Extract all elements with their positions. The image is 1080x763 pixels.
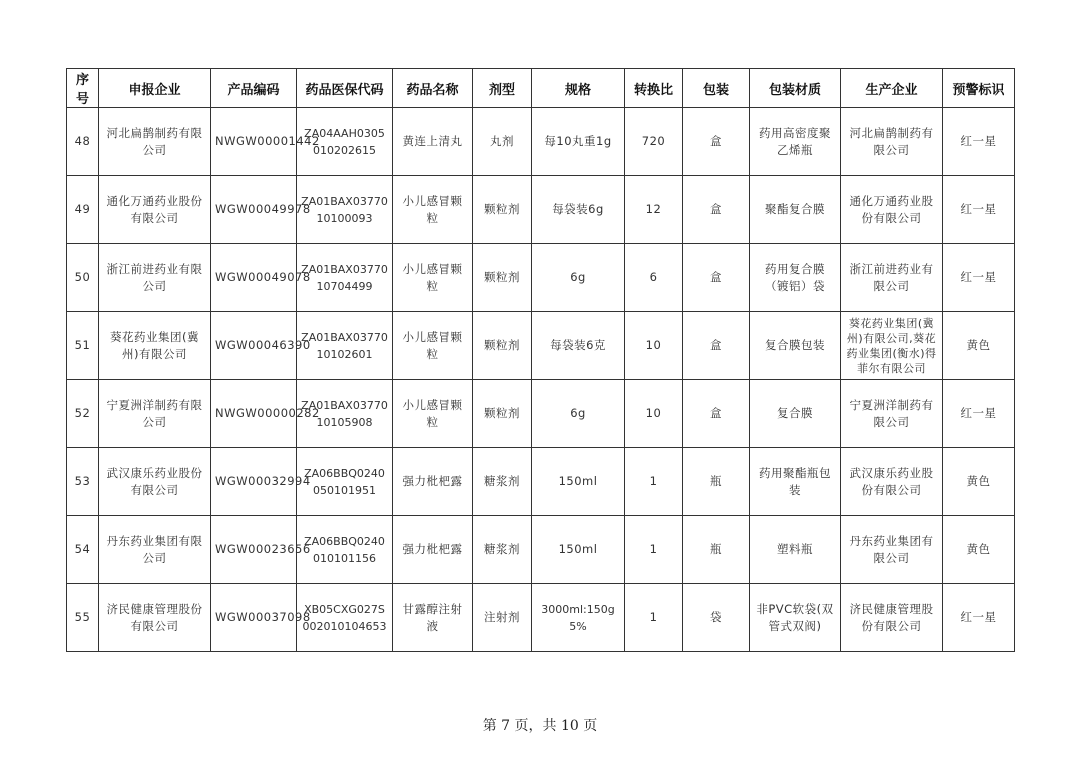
cell-drug-name: 黄连上清丸 <box>393 108 473 176</box>
cell-package-material: 复合膜包装 <box>750 312 841 380</box>
header-warning: 预警标识 <box>943 69 1015 108</box>
cell-warning: 红一星 <box>943 108 1015 176</box>
cell-manufacturer: 济民健康管理股份有限公司 <box>841 584 943 652</box>
table-row <box>67 312 1015 380</box>
cell-insurance-code: ZA01BAX0377010102601 <box>297 312 393 380</box>
cell-package: 盒 <box>683 108 750 176</box>
header-dosage-form: 剂型 <box>473 69 532 108</box>
cell-spec: 每10丸重1g <box>532 108 625 176</box>
cell-package: 盒 <box>683 380 750 448</box>
header-package-material: 包装材质 <box>750 69 841 108</box>
cell-package: 袋 <box>683 584 750 652</box>
table-row <box>67 176 1015 244</box>
header-conversion: 转换比 <box>625 69 683 108</box>
cell-warning: 红一星 <box>943 244 1015 312</box>
cell-spec: 150ml <box>532 516 625 584</box>
cell-warning: 黄色 <box>943 312 1015 380</box>
table-row <box>67 244 1015 312</box>
cell-insurance-code: ZA06BBQ0240010101156 <box>297 516 393 584</box>
cell-applicant: 浙江前进药业有限公司 <box>99 244 211 312</box>
cell-spec: 每袋装6g <box>532 176 625 244</box>
cell-package-material: 药用复合膜（镀铝）袋 <box>750 244 841 312</box>
cell-dosage-form: 颗粒剂 <box>473 176 532 244</box>
cell-conversion: 12 <box>625 176 683 244</box>
cell-seq: 52 <box>67 380 99 448</box>
cell-package: 盒 <box>683 312 750 380</box>
cell-dosage-form: 颗粒剂 <box>473 380 532 448</box>
cell-product-code: WGW00023656 <box>211 516 297 584</box>
cell-product-code: WGW00037098 <box>211 584 297 652</box>
cell-spec: 150ml <box>532 448 625 516</box>
cell-manufacturer: 浙江前进药业有限公司 <box>841 244 943 312</box>
cell-drug-name: 强力枇杷露 <box>393 516 473 584</box>
cell-package: 瓶 <box>683 516 750 584</box>
cell-insurance-code: XB05CXG027S002010104653 <box>297 584 393 652</box>
cell-package-material: 塑料瓶 <box>750 516 841 584</box>
cell-product-code: WGW00032994 <box>211 448 297 516</box>
header-package: 包装 <box>683 69 750 108</box>
cell-conversion: 1 <box>625 448 683 516</box>
cell-seq: 54 <box>67 516 99 584</box>
cell-drug-name: 小儿感冒颗粒 <box>393 176 473 244</box>
header-manufacturer: 生产企业 <box>841 69 943 108</box>
cell-manufacturer: 葵花药业集团(冀州)有限公司,葵花药业集团(衡水)得菲尔有限公司 <box>841 312 943 380</box>
cell-insurance-code: ZA06BBQ0240050101951 <box>297 448 393 516</box>
cell-conversion: 6 <box>625 244 683 312</box>
cell-drug-name: 强力枇杷露 <box>393 448 473 516</box>
cell-insurance-code: ZA01BAX0377010105908 <box>297 380 393 448</box>
cell-manufacturer: 河北扁鹊制药有限公司 <box>841 108 943 176</box>
cell-conversion: 720 <box>625 108 683 176</box>
cell-seq: 49 <box>67 176 99 244</box>
drug-warning-table <box>66 68 1015 652</box>
cell-product-code: WGW00046390 <box>211 312 297 380</box>
cell-dosage-form: 颗粒剂 <box>473 312 532 380</box>
header-product-code: 产品编码 <box>211 69 297 108</box>
cell-applicant: 宁夏洲洋制药有限公司 <box>99 380 211 448</box>
cell-seq: 48 <box>67 108 99 176</box>
cell-insurance-code: ZA01BAX0377010100093 <box>297 176 393 244</box>
header-applicant: 申报企业 <box>99 69 211 108</box>
cell-warning: 黄色 <box>943 448 1015 516</box>
cell-manufacturer: 丹东药业集团有限公司 <box>841 516 943 584</box>
header-spec: 规格 <box>532 69 625 108</box>
cell-spec: 6g <box>532 380 625 448</box>
cell-conversion: 10 <box>625 312 683 380</box>
table-row <box>67 448 1015 516</box>
cell-seq: 50 <box>67 244 99 312</box>
cell-applicant: 济民健康管理股份有限公司 <box>99 584 211 652</box>
cell-package: 盒 <box>683 244 750 312</box>
cell-manufacturer: 宁夏洲洋制药有限公司 <box>841 380 943 448</box>
cell-warning: 黄色 <box>943 516 1015 584</box>
cell-seq: 55 <box>67 584 99 652</box>
table-row <box>67 380 1015 448</box>
cell-applicant: 葵花药业集团(冀州)有限公司 <box>99 312 211 380</box>
cell-dosage-form: 颗粒剂 <box>473 244 532 312</box>
cell-spec: 每袋装6克 <box>532 312 625 380</box>
cell-applicant: 武汉康乐药业股份有限公司 <box>99 448 211 516</box>
cell-insurance-code: ZA04AAH0305010202615 <box>297 108 393 176</box>
cell-drug-name: 小儿感冒颗粒 <box>393 312 473 380</box>
cell-spec: 3000ml:150g5% <box>532 584 625 652</box>
cell-product-code: NWGW00001442 <box>211 108 297 176</box>
cell-dosage-form: 注射剂 <box>473 584 532 652</box>
cell-applicant: 丹东药业集团有限公司 <box>99 516 211 584</box>
cell-insurance-code: ZA01BAX0377010704499 <box>297 244 393 312</box>
cell-seq: 51 <box>67 312 99 380</box>
cell-manufacturer: 通化万通药业股份有限公司 <box>841 176 943 244</box>
cell-package-material: 非PVC软袋(双管式双阀) <box>750 584 841 652</box>
cell-package-material: 药用高密度聚乙烯瓶 <box>750 108 841 176</box>
cell-product-code: WGW00049978 <box>211 176 297 244</box>
cell-product-code: WGW00049078 <box>211 244 297 312</box>
cell-conversion: 10 <box>625 380 683 448</box>
cell-dosage-form: 糖浆剂 <box>473 448 532 516</box>
cell-applicant: 通化万通药业股份有限公司 <box>99 176 211 244</box>
cell-drug-name: 小儿感冒颗粒 <box>393 380 473 448</box>
cell-package-material: 复合膜 <box>750 380 841 448</box>
header-drug-name: 药品名称 <box>393 69 473 108</box>
cell-package-material: 聚酯复合膜 <box>750 176 841 244</box>
header-seq: 序号 <box>67 69 99 108</box>
table-row <box>67 516 1015 584</box>
cell-dosage-form: 丸剂 <box>473 108 532 176</box>
cell-package-material: 药用聚酯瓶包装 <box>750 448 841 516</box>
cell-dosage-form: 糖浆剂 <box>473 516 532 584</box>
cell-warning: 红一星 <box>943 584 1015 652</box>
cell-product-code: NWGW00000282 <box>211 380 297 448</box>
cell-warning: 红一星 <box>943 176 1015 244</box>
cell-package: 瓶 <box>683 448 750 516</box>
cell-package: 盒 <box>683 176 750 244</box>
cell-manufacturer: 武汉康乐药业股份有限公司 <box>841 448 943 516</box>
cell-drug-name: 甘露醇注射液 <box>393 584 473 652</box>
cell-seq: 53 <box>67 448 99 516</box>
page-number: 第 7 页，共 10 页 <box>482 718 598 734</box>
table-row <box>67 584 1015 652</box>
cell-spec: 6g <box>532 244 625 312</box>
table-row <box>67 108 1015 176</box>
cell-drug-name: 小儿感冒颗粒 <box>393 244 473 312</box>
table-header-row <box>67 69 1015 108</box>
cell-applicant: 河北扁鹊制药有限公司 <box>99 108 211 176</box>
header-insurance-code: 药品医保代码 <box>297 69 393 108</box>
cell-warning: 红一星 <box>943 380 1015 448</box>
cell-conversion: 1 <box>625 516 683 584</box>
cell-conversion: 1 <box>625 584 683 652</box>
